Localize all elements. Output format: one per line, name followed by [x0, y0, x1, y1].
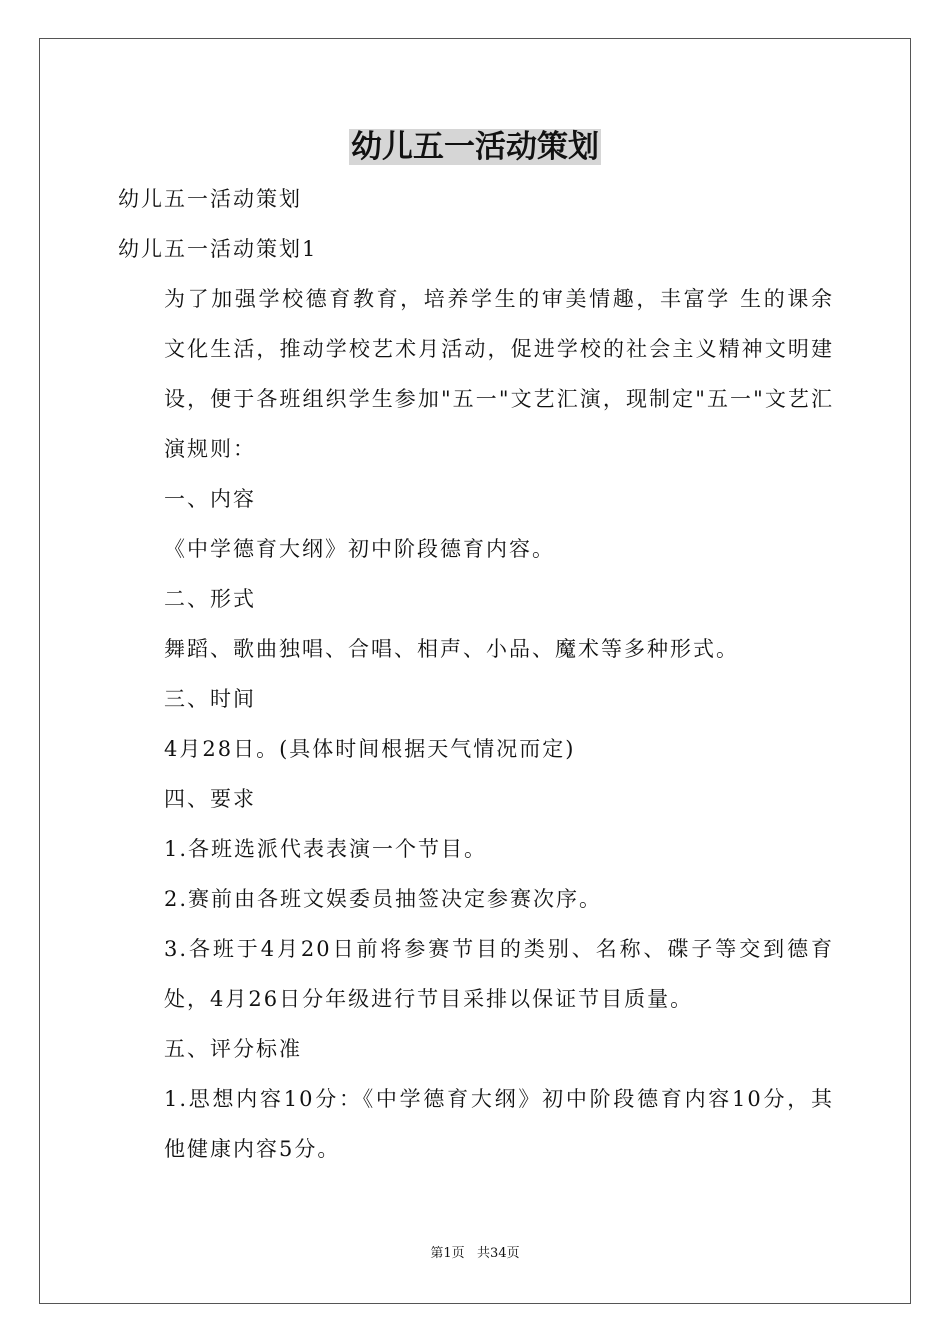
list-item-requirement-3: 3.各班于4月20日前将参赛节目的类别、名称、碟子等交到德育处，4月26日分年级进行节目采排以保证节目质量。 [164, 937, 834, 1011]
section-heading-form: 二、形式 [164, 587, 256, 611]
document-body [118, 174, 834, 1174]
list-item-requirement-1: 1.各班选派代表表演一个节目。 [164, 837, 488, 861]
list-item-requirement-2: 2.赛前由各班文娱委员抽签决定参赛次序。 [164, 887, 603, 911]
paragraph-heading-2: 幼儿五一活动策划1 [118, 237, 318, 261]
paragraph-time: 4月28日。(具体时间根据天气情况而定) [164, 737, 576, 761]
paragraph-form: 舞蹈、歌曲独唱、合唱、相声、小品、魔术等多种形式。 [164, 637, 739, 661]
page-number-footer: 第1页 共34页 [430, 1246, 520, 1261]
section-heading-scoring: 五、评分标准 [164, 1037, 302, 1061]
list-item-scoring-1: 1.思想内容10分：《中学德育大纲》初中阶段德育内容10分，其他健康内容5分。 [164, 1087, 834, 1161]
document-title-text: 幼儿五一活动策划 [351, 129, 599, 165]
paragraph-heading-1: 幼儿五一活动策划 [118, 187, 302, 211]
section-heading-content: 一、内容 [164, 487, 256, 511]
paragraph-content: 《中学德育大纲》初中阶段德育内容。 [164, 537, 555, 561]
document-title [0, 124, 950, 170]
section-heading-time: 三、时间 [164, 687, 256, 711]
section-heading-requirements: 四、要求 [164, 787, 256, 811]
paragraph-intro: 为了加强学校德育教育，培养学生的审美情趣，丰富学 生的课余文化生活，推动学校艺术月活动，促进学校的社会主义精神文明建设，便于各班组织学生参加"五一"文艺汇演，现制定"五一"文艺汇演规则： [164, 287, 834, 461]
